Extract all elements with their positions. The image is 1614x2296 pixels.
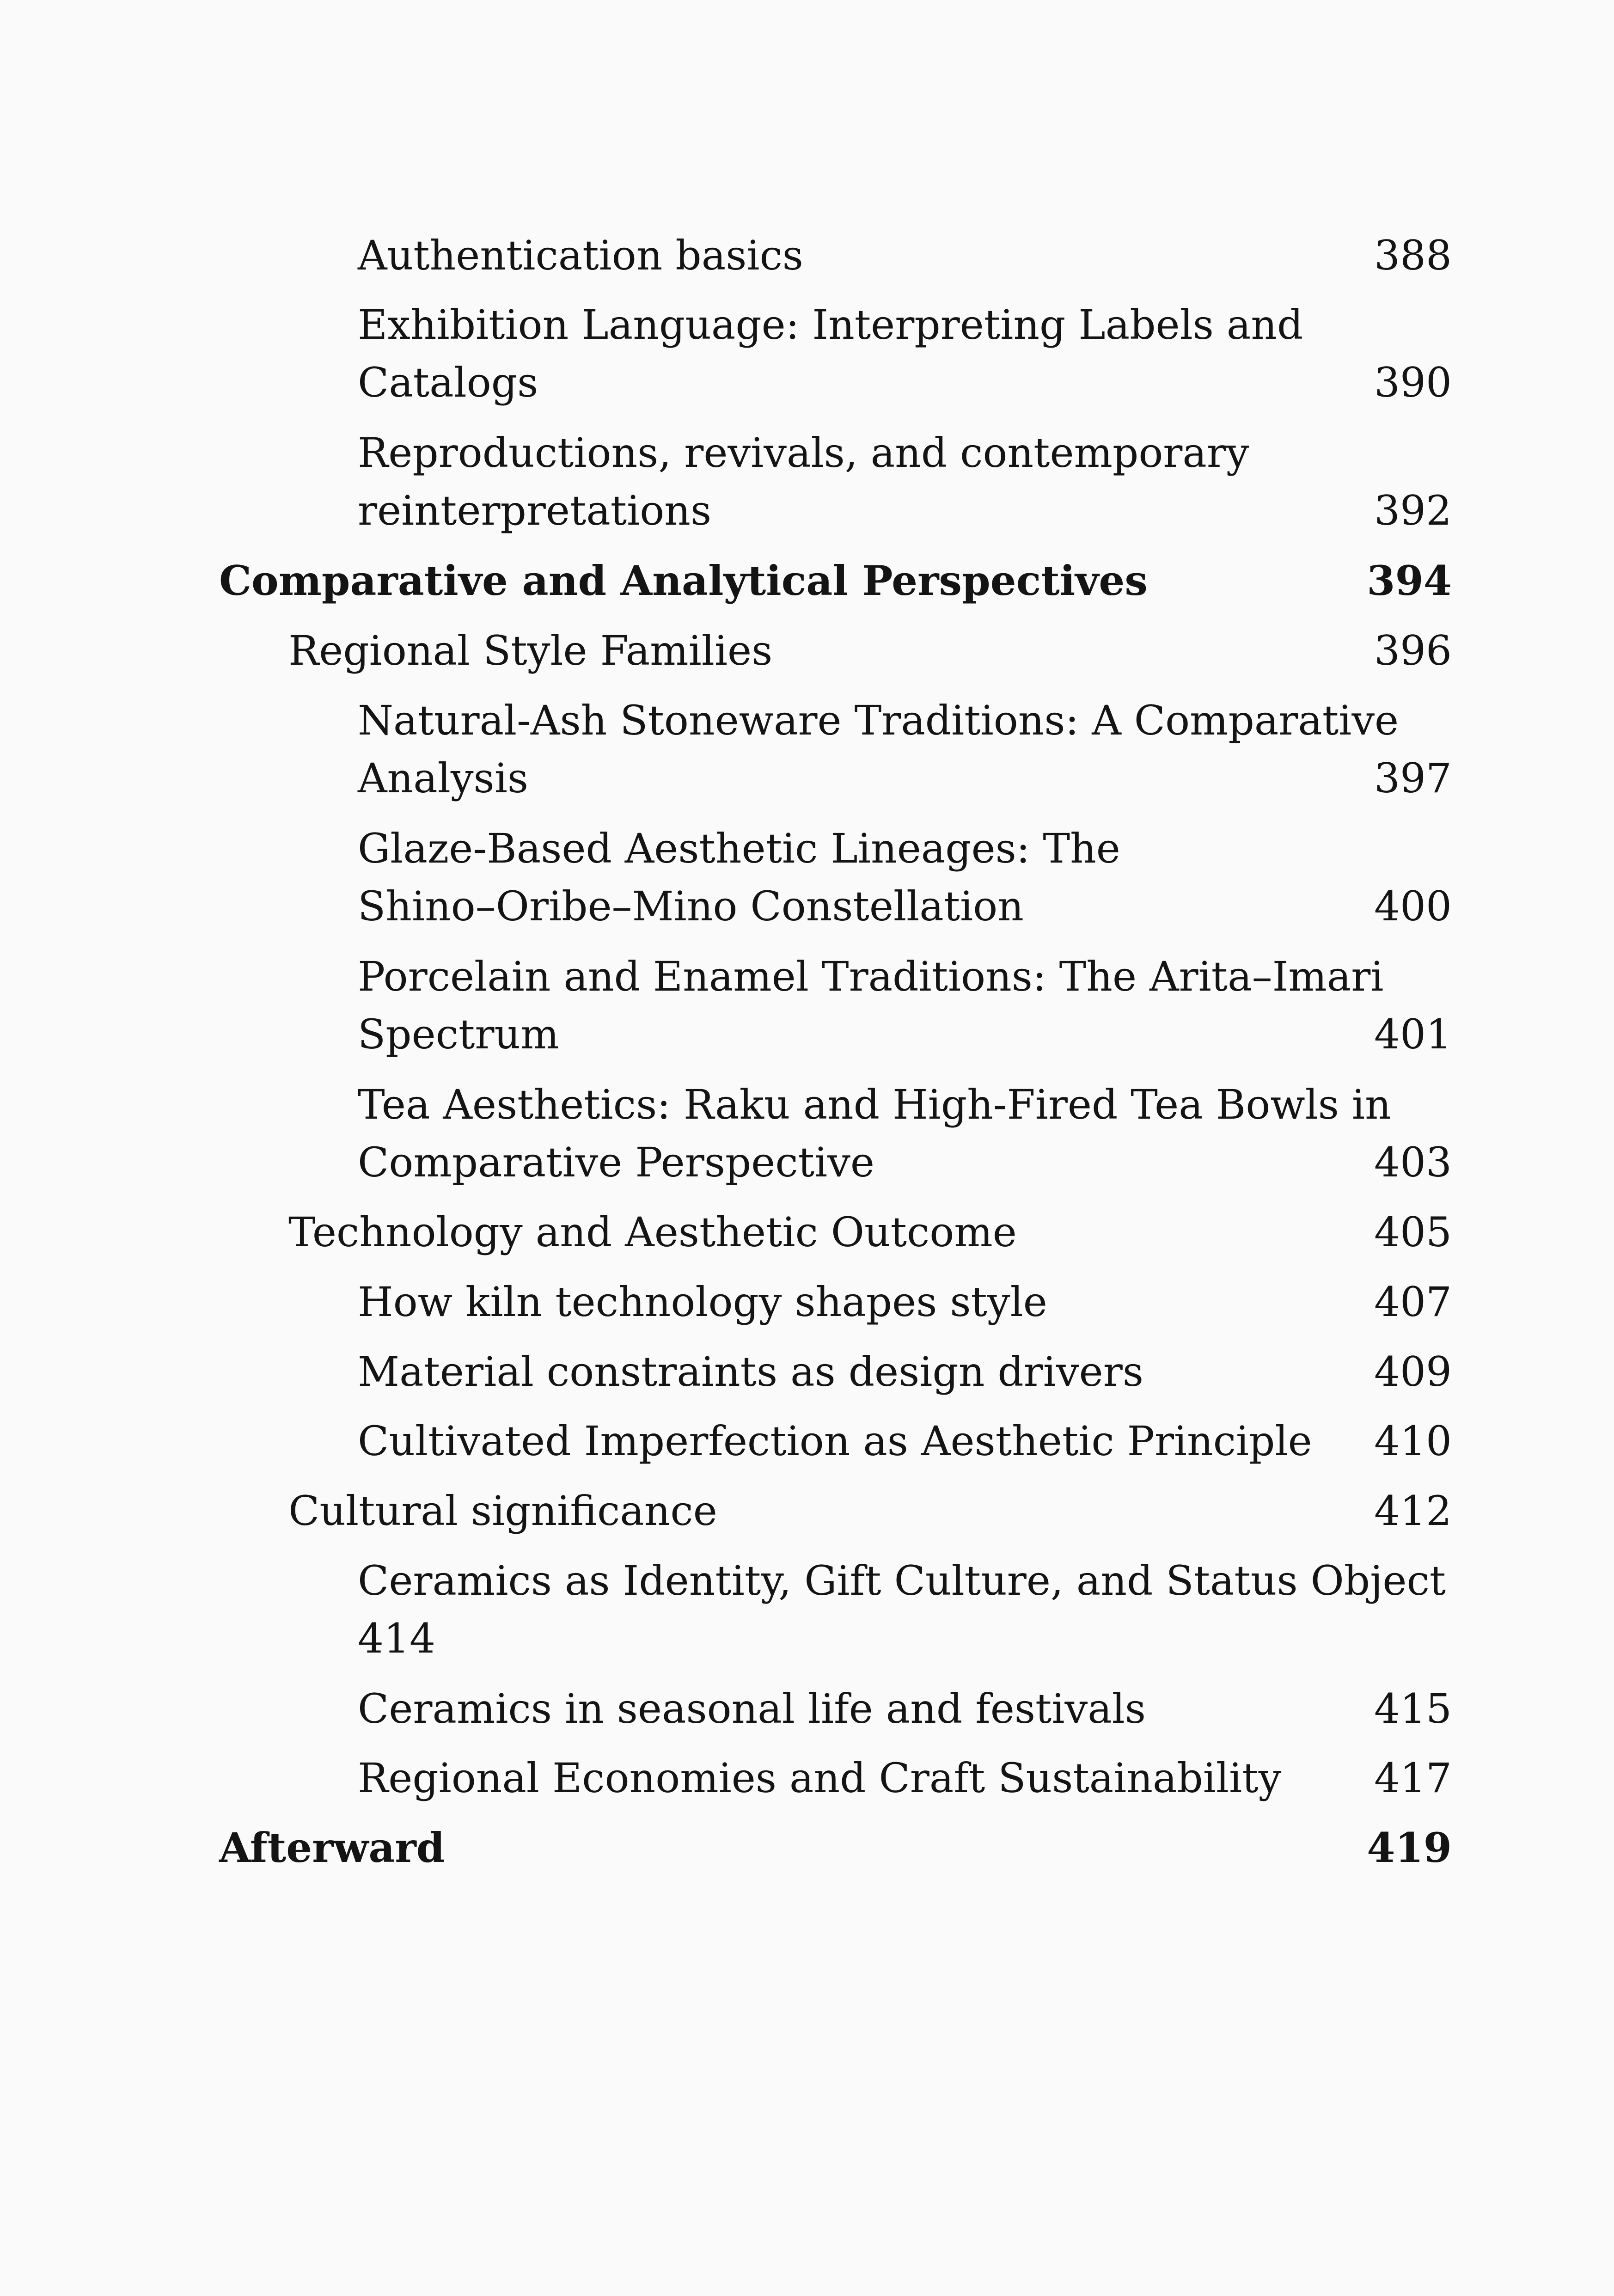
toc-entry-page: 415 <box>1374 1685 1452 1733</box>
toc-entry-page: 417 <box>1374 1754 1452 1802</box>
toc-entry[interactable] <box>0 1680 1614 1738</box>
toc-entry[interactable] <box>0 692 1614 807</box>
toc-entry-title: Ceramics as Identity, Gift Culture, and Status Object 414 <box>358 1557 1446 1662</box>
toc-chapter-entry[interactable] <box>0 552 1614 610</box>
toc-entry-page: 407 <box>1374 1278 1452 1326</box>
toc-entry-page: 400 <box>1374 882 1452 930</box>
toc-entry[interactable] <box>0 296 1614 411</box>
toc-entry[interactable] <box>0 1412 1614 1470</box>
toc-entry-title: Exhibition Language: Interpreting Labels and Catalogs <box>358 301 1303 406</box>
toc-entry-title: Glaze-Based Aesthetic Lineages: The Shino–Oribe–Mino Constellation <box>358 825 1120 930</box>
toc-entry-title: Authentication basics <box>358 232 803 279</box>
toc-entry-title: Material constraints as design drivers <box>358 1348 1143 1396</box>
toc-entry-page: 388 <box>1374 232 1452 279</box>
toc-entry[interactable] <box>0 820 1614 935</box>
toc-entry[interactable] <box>0 1749 1614 1807</box>
toc-entry-title: Cultural significance <box>288 1487 717 1535</box>
toc-entry-page: 401 <box>1374 1010 1452 1058</box>
toc-entry-page: 396 <box>1374 627 1452 674</box>
toc-entry[interactable] <box>0 227 1614 284</box>
toc-entry-title: Comparative and Analytical Perspectives <box>219 557 1148 605</box>
toc-entry[interactable] <box>0 1343 1614 1401</box>
toc-entry-page: 390 <box>1374 359 1452 406</box>
toc-entry-title: Natural-Ash Stoneware Traditions: A Comparative Analysis <box>358 697 1399 802</box>
toc-section-entry[interactable] <box>0 1203 1614 1261</box>
toc-entry[interactable] <box>0 1076 1614 1191</box>
toc-entry-title: Reproductions, revivals, and contemporary reinterpretations <box>358 429 1249 534</box>
toc-entry-page: 409 <box>1374 1348 1452 1396</box>
toc-entry[interactable] <box>0 1552 1614 1667</box>
toc-entry-page: 403 <box>1374 1139 1452 1186</box>
toc-entry-page: 397 <box>1374 754 1452 802</box>
toc-entry-page: 412 <box>1374 1487 1452 1535</box>
toc-section-entry[interactable] <box>0 1482 1614 1540</box>
toc-entry[interactable] <box>0 1273 1614 1331</box>
toc-entry-title: Technology and Aesthetic Outcome <box>288 1208 1017 1256</box>
toc-entry-title: Afterward <box>219 1824 445 1872</box>
toc-entry-title: Regional Economies and Craft Sustainability <box>358 1754 1282 1802</box>
toc-entry[interactable] <box>0 424 1614 539</box>
toc-entry-title: Tea Aesthetics: Raku and High-Fired Tea Bowls in Comparative Perspective <box>358 1081 1391 1186</box>
toc-entry-title: Ceramics in seasonal life and festivals <box>358 1685 1146 1733</box>
toc-entry-page: 410 <box>1374 1417 1452 1465</box>
toc-entry-title: Regional Style Families <box>288 627 773 674</box>
toc-entry-page: 392 <box>1374 487 1452 534</box>
toc-chapter-entry[interactable] <box>0 1819 1614 1877</box>
toc-entry-title: Cultivated Imperfection as Aesthetic Principle <box>358 1417 1312 1465</box>
toc-entry-page: 394 <box>1367 557 1452 605</box>
toc-entry[interactable] <box>0 948 1614 1063</box>
toc-entry-title: Porcelain and Enamel Traditions: The Arita–Imari Spectrum <box>358 953 1384 1058</box>
toc-entry-page: 419 <box>1367 1824 1452 1872</box>
toc-entry-title: How kiln technology shapes style <box>358 1278 1047 1326</box>
toc-entry-page: 405 <box>1374 1208 1452 1256</box>
toc-section-entry[interactable] <box>0 622 1614 680</box>
